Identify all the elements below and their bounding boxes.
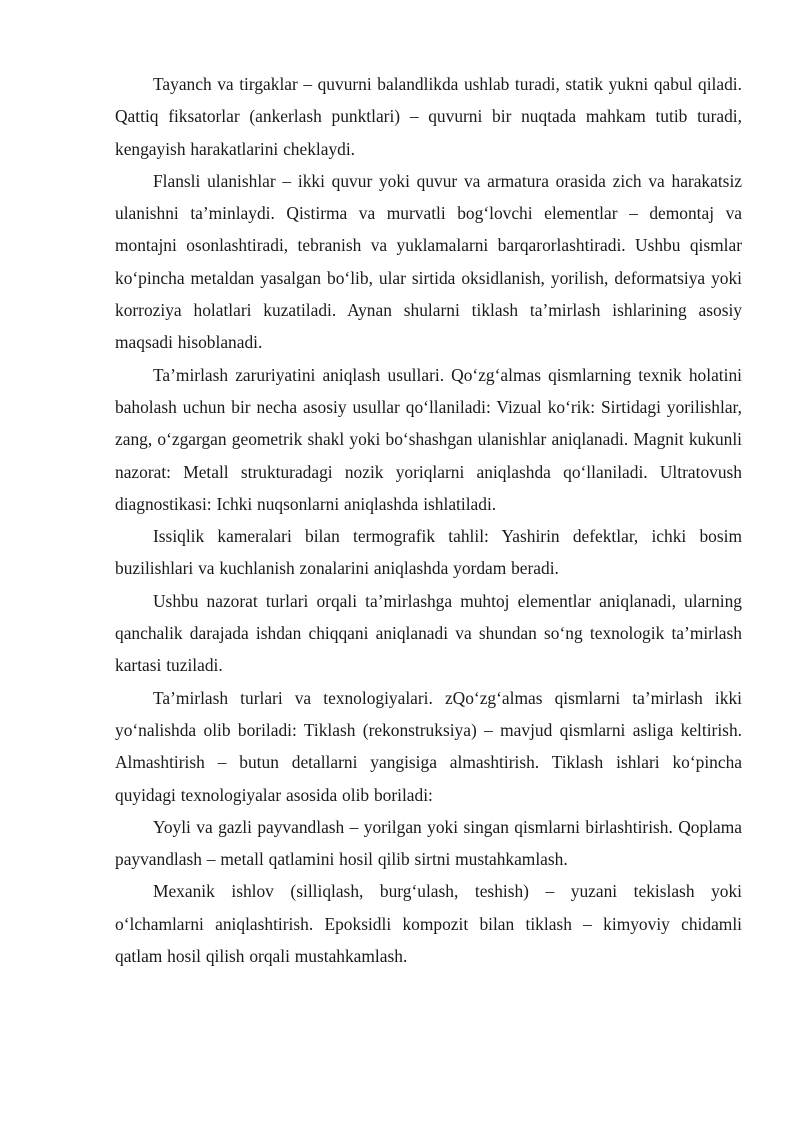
paragraph-repair-types: Ta’mirlash turlari va texnologiyalari. zQo‘zg‘almas qismlarni ta’mirlash ikki yo‘nalishda olib boriladi: Tiklash (rekonstruksiya) – mavjud qismlarni asliga keltirish. Almashtirish – butun detallarni yangisiga almashtirish. Tiklash ishlari ko‘pincha quyidagi texnologiyalar asosida olib boriladi:	[115, 687, 742, 805]
document-page	[115, 68, 742, 972]
paragraph-flange-connections: Flansli ulanishlar – ikki quvur yoki quvur va armatura orasida zich va harakatsiz ulanishni ta’minlaydi. Qistirma va murvatli bog‘lovchi elementlar – demontaj va montajni osonlashtiradi, tebranish va yuklamalarni barqarorlashtiradi. Ushbu qismlar ko‘pincha metaldan yasalgan bo‘lib, ular sirtida oksidlanish, yorilish, deformatsiya yoki korroziya holatlari kuzatiladi. Aynan shularni tiklash ta’mirlash ishlarining asosiy maqsadi hisoblanadi.	[115, 170, 742, 353]
paragraph-supports: Tayanch va tirgaklar – quvurni balandlikda ushlab turadi, statik yukni qabul qiladi. Qattiq fiksatorlar (ankerlash punktlari) – quvurni bir nuqtada mahkam tutib turadi, kengayish harakatlarini cheklaydi.	[115, 74, 742, 159]
paragraph-thermographic-analysis: Issiqlik kameralari bilan termografik tahlil: Yashirin defektlar, ichki bosim buzilishlari va kuchlanish zonalarini aniqlashda yordam beradi.	[115, 526, 742, 579]
paragraph-mechanical-processing: Mexanik ishlov (silliqlash, burg‘ulash, teshish) – yuzani tekislash yoki o‘lchamlarni aniqlashtirish. Epoksidli kompozit bilan tiklash – kimyoviy chidamli qatlam hosil qilish orqali mustahkamlash.	[115, 881, 742, 967]
paragraph-welding: Yoyli va gazli payvandlash – yorilgan yoki singan qismlarni birlashtirish. Qoplama payvandlash – metall qatlamini hosil qilib sirtni mustahkamlash.	[115, 816, 742, 870]
paragraph-repair-detection-methods: Ta’mirlash zaruriyatini aniqlash usullari. Qo‘zg‘almas qismlarning texnik holatini baholash uchun bir necha asosiy usullar qo‘llaniladi: Vizual ko‘rik: Sirtidagi yorilishlar, zang, o‘zgargan geometrik shakl yoki bo‘shashgan ulanishlar aniqlanadi. Magnit kukunli nazorat: Metall strukturadagi nozik yoriqlarni aniqlashda qo‘llaniladi. Ultratovush diagnostikasi: Ichki nuqsonlarni aniqlashda ishlatiladi.	[115, 364, 742, 514]
paragraph-inspection-results: Ushbu nazorat turlari orqali ta’mirlashga muhtoj elementlar aniqlanadi, ularning qanchalik darajada ishdan chiqqani aniqlanadi va shundan so‘ng texnologik ta’mirlash kartasi tuziladi.	[115, 590, 742, 676]
